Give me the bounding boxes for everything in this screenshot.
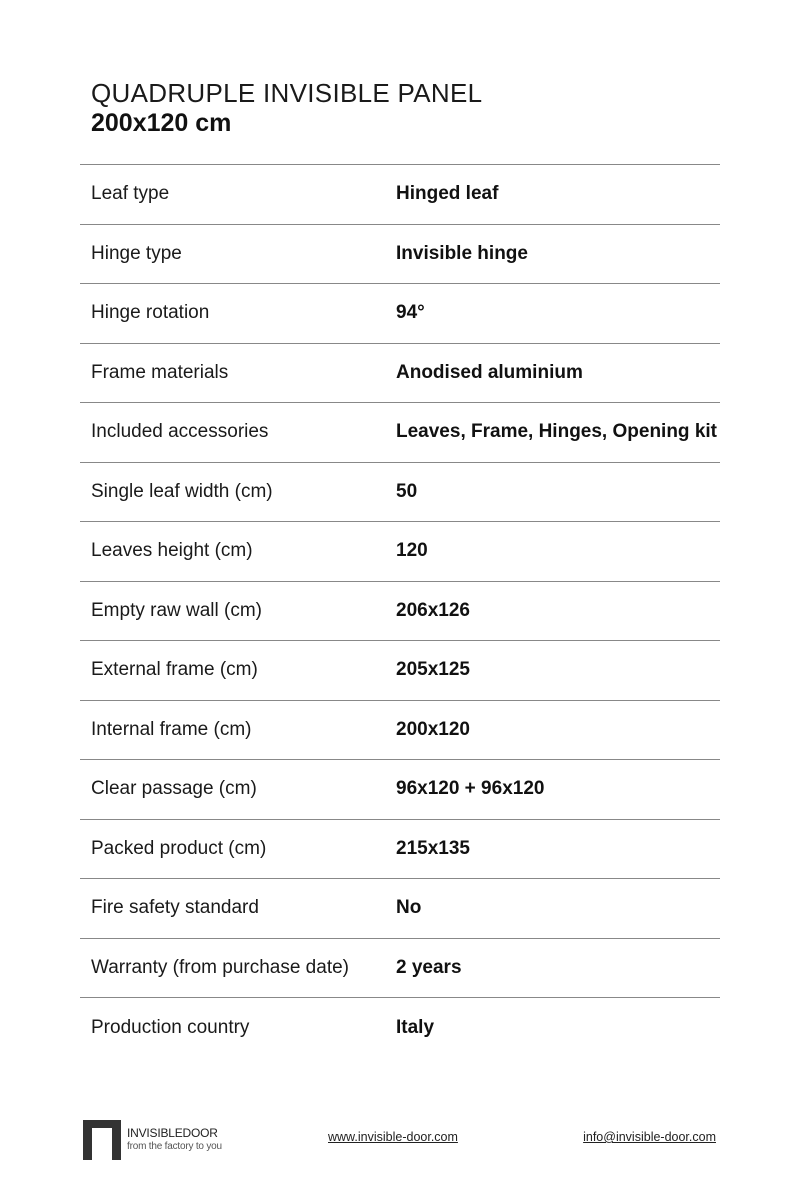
website-link[interactable]: www.invisible-door.com xyxy=(328,1130,458,1144)
spec-row xyxy=(80,463,720,523)
logo-text xyxy=(127,1127,222,1153)
spec-value: Hinged leaf xyxy=(396,183,499,205)
spec-table xyxy=(80,164,720,1058)
spec-row xyxy=(80,522,720,582)
spec-value: Leaves, Frame, Hinges, Opening kit xyxy=(396,421,717,443)
spec-label: External frame (cm) xyxy=(91,659,258,681)
logo-tagline: from the factory to you xyxy=(127,1141,222,1152)
spec-value: 215x135 xyxy=(396,837,470,859)
spec-value: Invisible hinge xyxy=(396,242,528,264)
spec-label: Warranty (from purchase date) xyxy=(91,956,349,978)
spec-value: 206x126 xyxy=(396,599,470,621)
spec-row xyxy=(80,939,720,999)
footer xyxy=(80,1118,720,1162)
spec-label: Hinge type xyxy=(91,242,182,264)
logo[interactable] xyxy=(83,1120,222,1160)
spec-row xyxy=(80,403,720,463)
spec-row xyxy=(80,344,720,404)
spec-row xyxy=(80,165,720,225)
spec-row xyxy=(80,760,720,820)
spec-label: Fire safety standard xyxy=(91,897,259,919)
logo-name: INVISIBLEDOOR xyxy=(127,1126,218,1140)
spec-value: 96x120 + 96x120 xyxy=(396,778,545,800)
spec-row xyxy=(80,225,720,285)
door-logo-icon xyxy=(83,1120,121,1160)
spec-value: 2 years xyxy=(396,956,462,978)
spec-value: Italy xyxy=(396,1016,435,1038)
title-block xyxy=(91,78,482,138)
spec-row xyxy=(80,879,720,939)
spec-label: Leaves height (cm) xyxy=(91,540,253,562)
spec-label: Empty raw wall (cm) xyxy=(91,599,263,621)
spec-value: 200x120 xyxy=(396,718,470,740)
spec-value: 50 xyxy=(396,480,418,502)
spec-value: 120 xyxy=(396,540,428,562)
spec-value: 94° xyxy=(396,302,425,324)
spec-value: 205x125 xyxy=(396,659,470,681)
spec-value: No xyxy=(396,897,422,919)
spec-label: Internal frame (cm) xyxy=(91,718,252,740)
spec-label: Frame materials xyxy=(91,361,229,383)
spec-value: Anodised aluminium xyxy=(396,361,583,383)
spec-label: Packed product (cm) xyxy=(91,837,267,859)
page-subtitle: 200x120 cm xyxy=(91,109,232,137)
spec-label: Production country xyxy=(91,1016,250,1038)
spec-row xyxy=(80,284,720,344)
spec-row xyxy=(80,641,720,701)
spec-row xyxy=(80,998,720,1058)
spec-row xyxy=(80,820,720,880)
email-link[interactable]: info@invisible-door.com xyxy=(583,1130,716,1144)
spec-label: Single leaf width (cm) xyxy=(91,480,273,502)
spec-label: Hinge rotation xyxy=(91,302,210,324)
spec-label: Clear passage (cm) xyxy=(91,778,257,800)
spec-label: Leaf type xyxy=(91,183,170,205)
spec-row xyxy=(80,582,720,642)
spec-row xyxy=(80,701,720,761)
spec-label: Included accessories xyxy=(91,421,269,443)
page-title: QUADRUPLE INVISIBLE PANEL xyxy=(91,78,483,108)
